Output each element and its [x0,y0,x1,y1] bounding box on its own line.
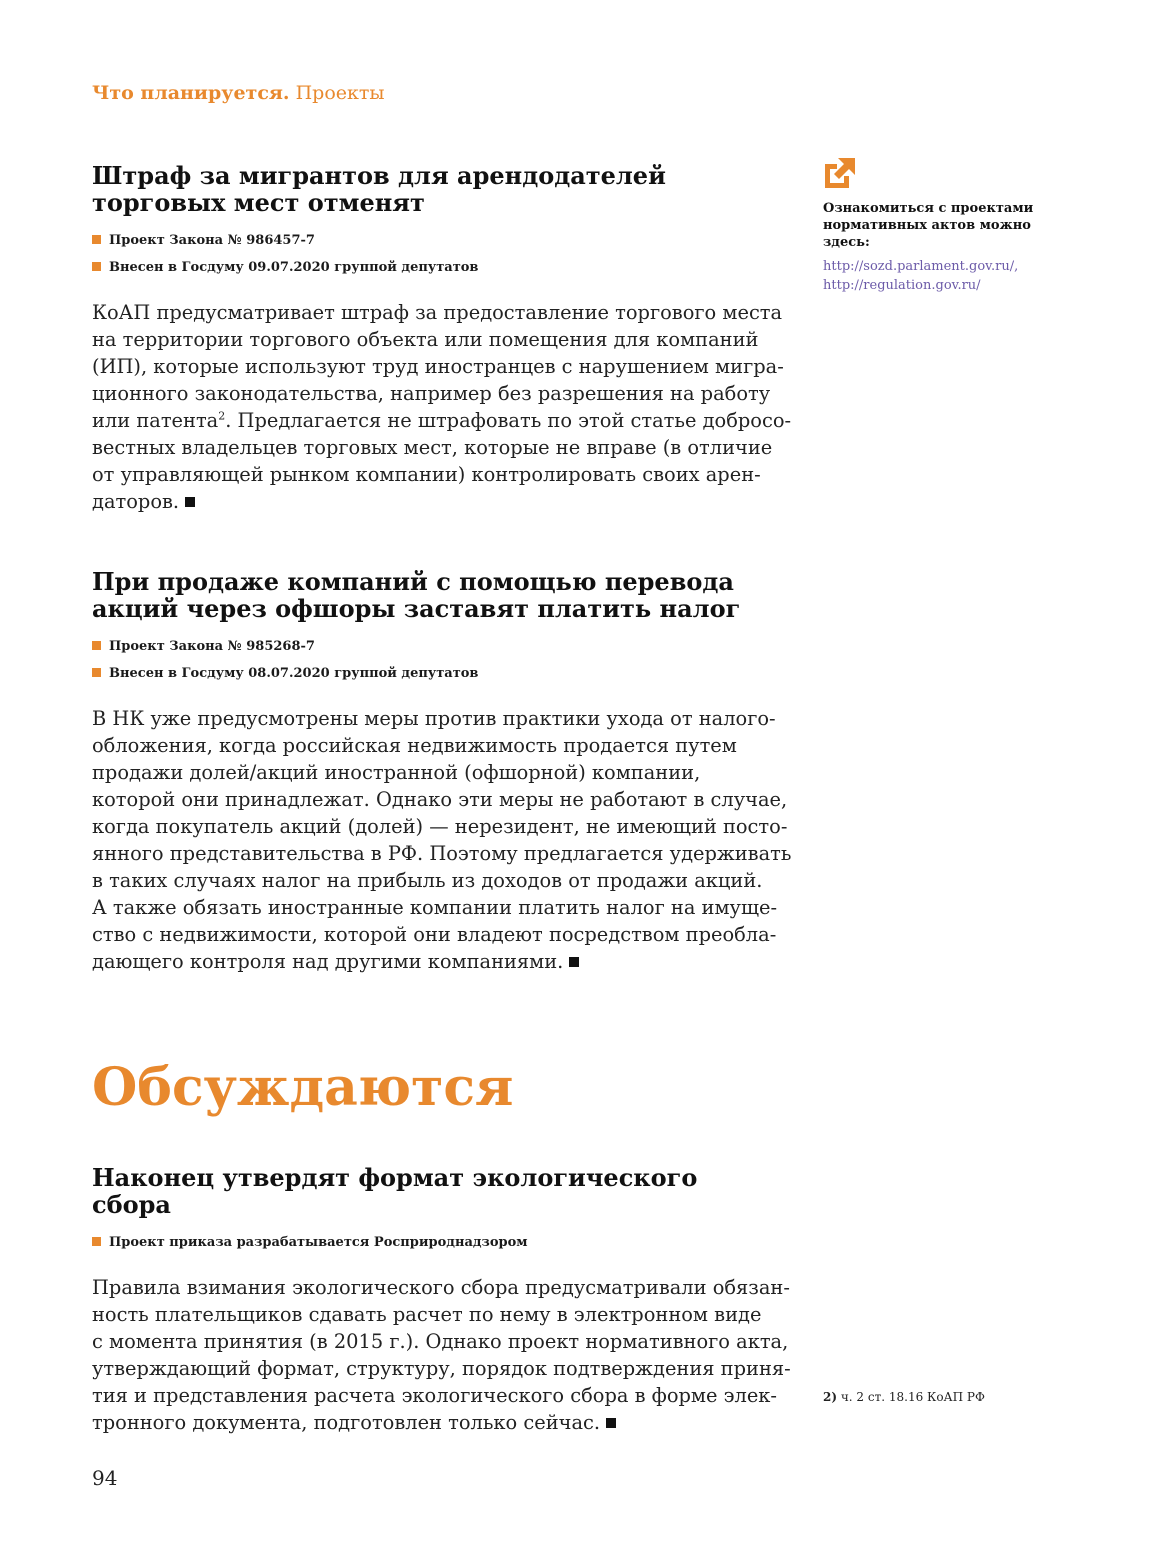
body-line-part: или патента [92,409,219,432]
meta-text: Внесен в Госдуму 08.07.2020 группой депутатов [109,666,479,681]
body-line: которой они принадлежат. Однако эти меры не работают в случае, [92,788,788,811]
end-of-article-mark [569,957,579,967]
footnote-ref[interactable]: 2 [218,409,226,423]
sidebar-caption-line: Ознакомиться с проектами [823,201,1034,216]
sidebar-caption [823,200,1063,251]
orange-square-bullet [92,235,101,244]
meta-item [92,633,782,660]
sidebar-link-regulation[interactable]: http://regulation.gov.ru/ [823,278,981,293]
discussed-section-title: Обсуждаются [92,1057,514,1118]
body-line: в таких случаях налог на прибыль из доходов от продажи акций. [92,869,763,892]
body-line: от управляющей рынком компании) контролировать своих арен- [92,463,761,486]
body-line: В НК уже предусмотрены меры против практики ухода от налого- [92,707,776,730]
meta-item [92,227,782,254]
sidebar-link-sozd[interactable]: http://sozd.parlament.gov.ru/, [823,259,1019,274]
meta-text: Проект Закона № 985268-7 [109,639,315,654]
body-line-part: тронного документа, подготовлен только сейчас. [92,1411,601,1434]
body-line: А также обязать иностранные компании платить налог на имуще- [92,896,778,919]
sidebar-caption-line: здесь: [823,235,870,250]
page-number: 94 [92,1466,118,1490]
article-meta [92,1229,782,1256]
body-line: янного представительства в РФ. Поэтому предлагается удерживать [92,842,792,865]
meta-text: Проект Закона № 986457-7 [109,233,315,248]
sidebar-links-box [823,156,1063,295]
body-line [92,948,782,975]
body-line-part: дающего контроля над другими компаниями. [92,950,564,973]
article-meta [92,633,782,687]
section-label [92,82,385,104]
body-line: ционного законодательства, например без разрешения на работу [92,382,771,405]
body-line-part: даторов. [92,490,180,513]
external-link-icon [823,156,857,190]
end-of-article-mark [185,497,195,507]
body-line-part: . Предлагается не штрафовать по этой статье добросо- [225,409,792,432]
article-title [92,1164,782,1218]
body-line: ство с недвижимости, которой они владеют посредством преобла- [92,923,777,946]
meta-item [92,1229,782,1256]
article-title-line: Штраф за мигрантов для арендодателей [92,161,666,190]
article-meta [92,227,782,281]
body-line [92,488,782,515]
sidebar-caption-line: нормативных актов можно [823,218,1031,233]
body-line: вестных владельцев торговых мест, которые не вправе (в отличие [92,436,773,459]
body-line: тия и представления расчета экологического сбора в форме элек- [92,1384,777,1407]
article-title-line: акций через офшоры заставят платить налог [92,594,741,623]
body-line: продажи долей/акций иностранной (офшорной) компании, [92,761,701,784]
meta-text: Проект приказа разрабатывается Росприроднадзором [109,1235,528,1250]
body-line: с момента принятия (в 2015 г.). Однако проект нормативного акта, [92,1330,789,1353]
orange-square-bullet [92,641,101,650]
orange-square-bullet [92,668,101,677]
body-line: (ИП), которые используют труд иностранцев с нарушением мигра- [92,355,784,378]
body-line: когда покупатель акций (долей) — нерезидент, не имеющий посто- [92,815,788,838]
article-body [92,705,792,975]
article-title-line: Наконец утвердят формат экологического сбора [92,1163,698,1219]
end-of-article-mark [606,1418,616,1428]
section-label-rest: Проекты [295,82,385,104]
article-title [92,568,782,622]
meta-text: Внесен в Госдуму 09.07.2020 группой депутатов [109,260,479,275]
meta-item [92,660,782,687]
orange-square-bullet [92,1237,101,1246]
body-line [92,1409,782,1436]
meta-item [92,254,782,281]
article-title [92,162,782,216]
body-line: ность плательщиков сдавать расчет по нему в электронном виде [92,1303,762,1326]
article-title-line: При продаже компаний с помощью перевода [92,567,734,596]
footnote-text: ч. 2 ст. 18.16 КоАП РФ [840,1390,985,1404]
body-line [92,407,792,434]
body-line: Правила взимания экологического сбора предусматривали обязан- [92,1276,790,1299]
article-offshore [92,567,792,975]
body-line: утверждающий формат, структуру, порядок подтверждения приня- [92,1357,791,1380]
orange-square-bullet [92,262,101,271]
body-line: обложения, когда российская недвижимость продается путем [92,734,737,757]
body-line: КоАП предусматривает штраф за предоставление торгового места [92,301,783,324]
body-line: на территории торгового объекта или помещения для компаний [92,328,759,351]
article-title-line: торговых мест отменят [92,188,425,217]
footnote-number: 2) [823,1390,838,1404]
article-migrants [92,161,792,515]
footnote [823,1390,985,1404]
article-body [92,299,792,515]
article-body [92,1274,791,1436]
section-label-strong: Что планируется. [92,82,290,104]
article-ecology [92,1163,791,1436]
